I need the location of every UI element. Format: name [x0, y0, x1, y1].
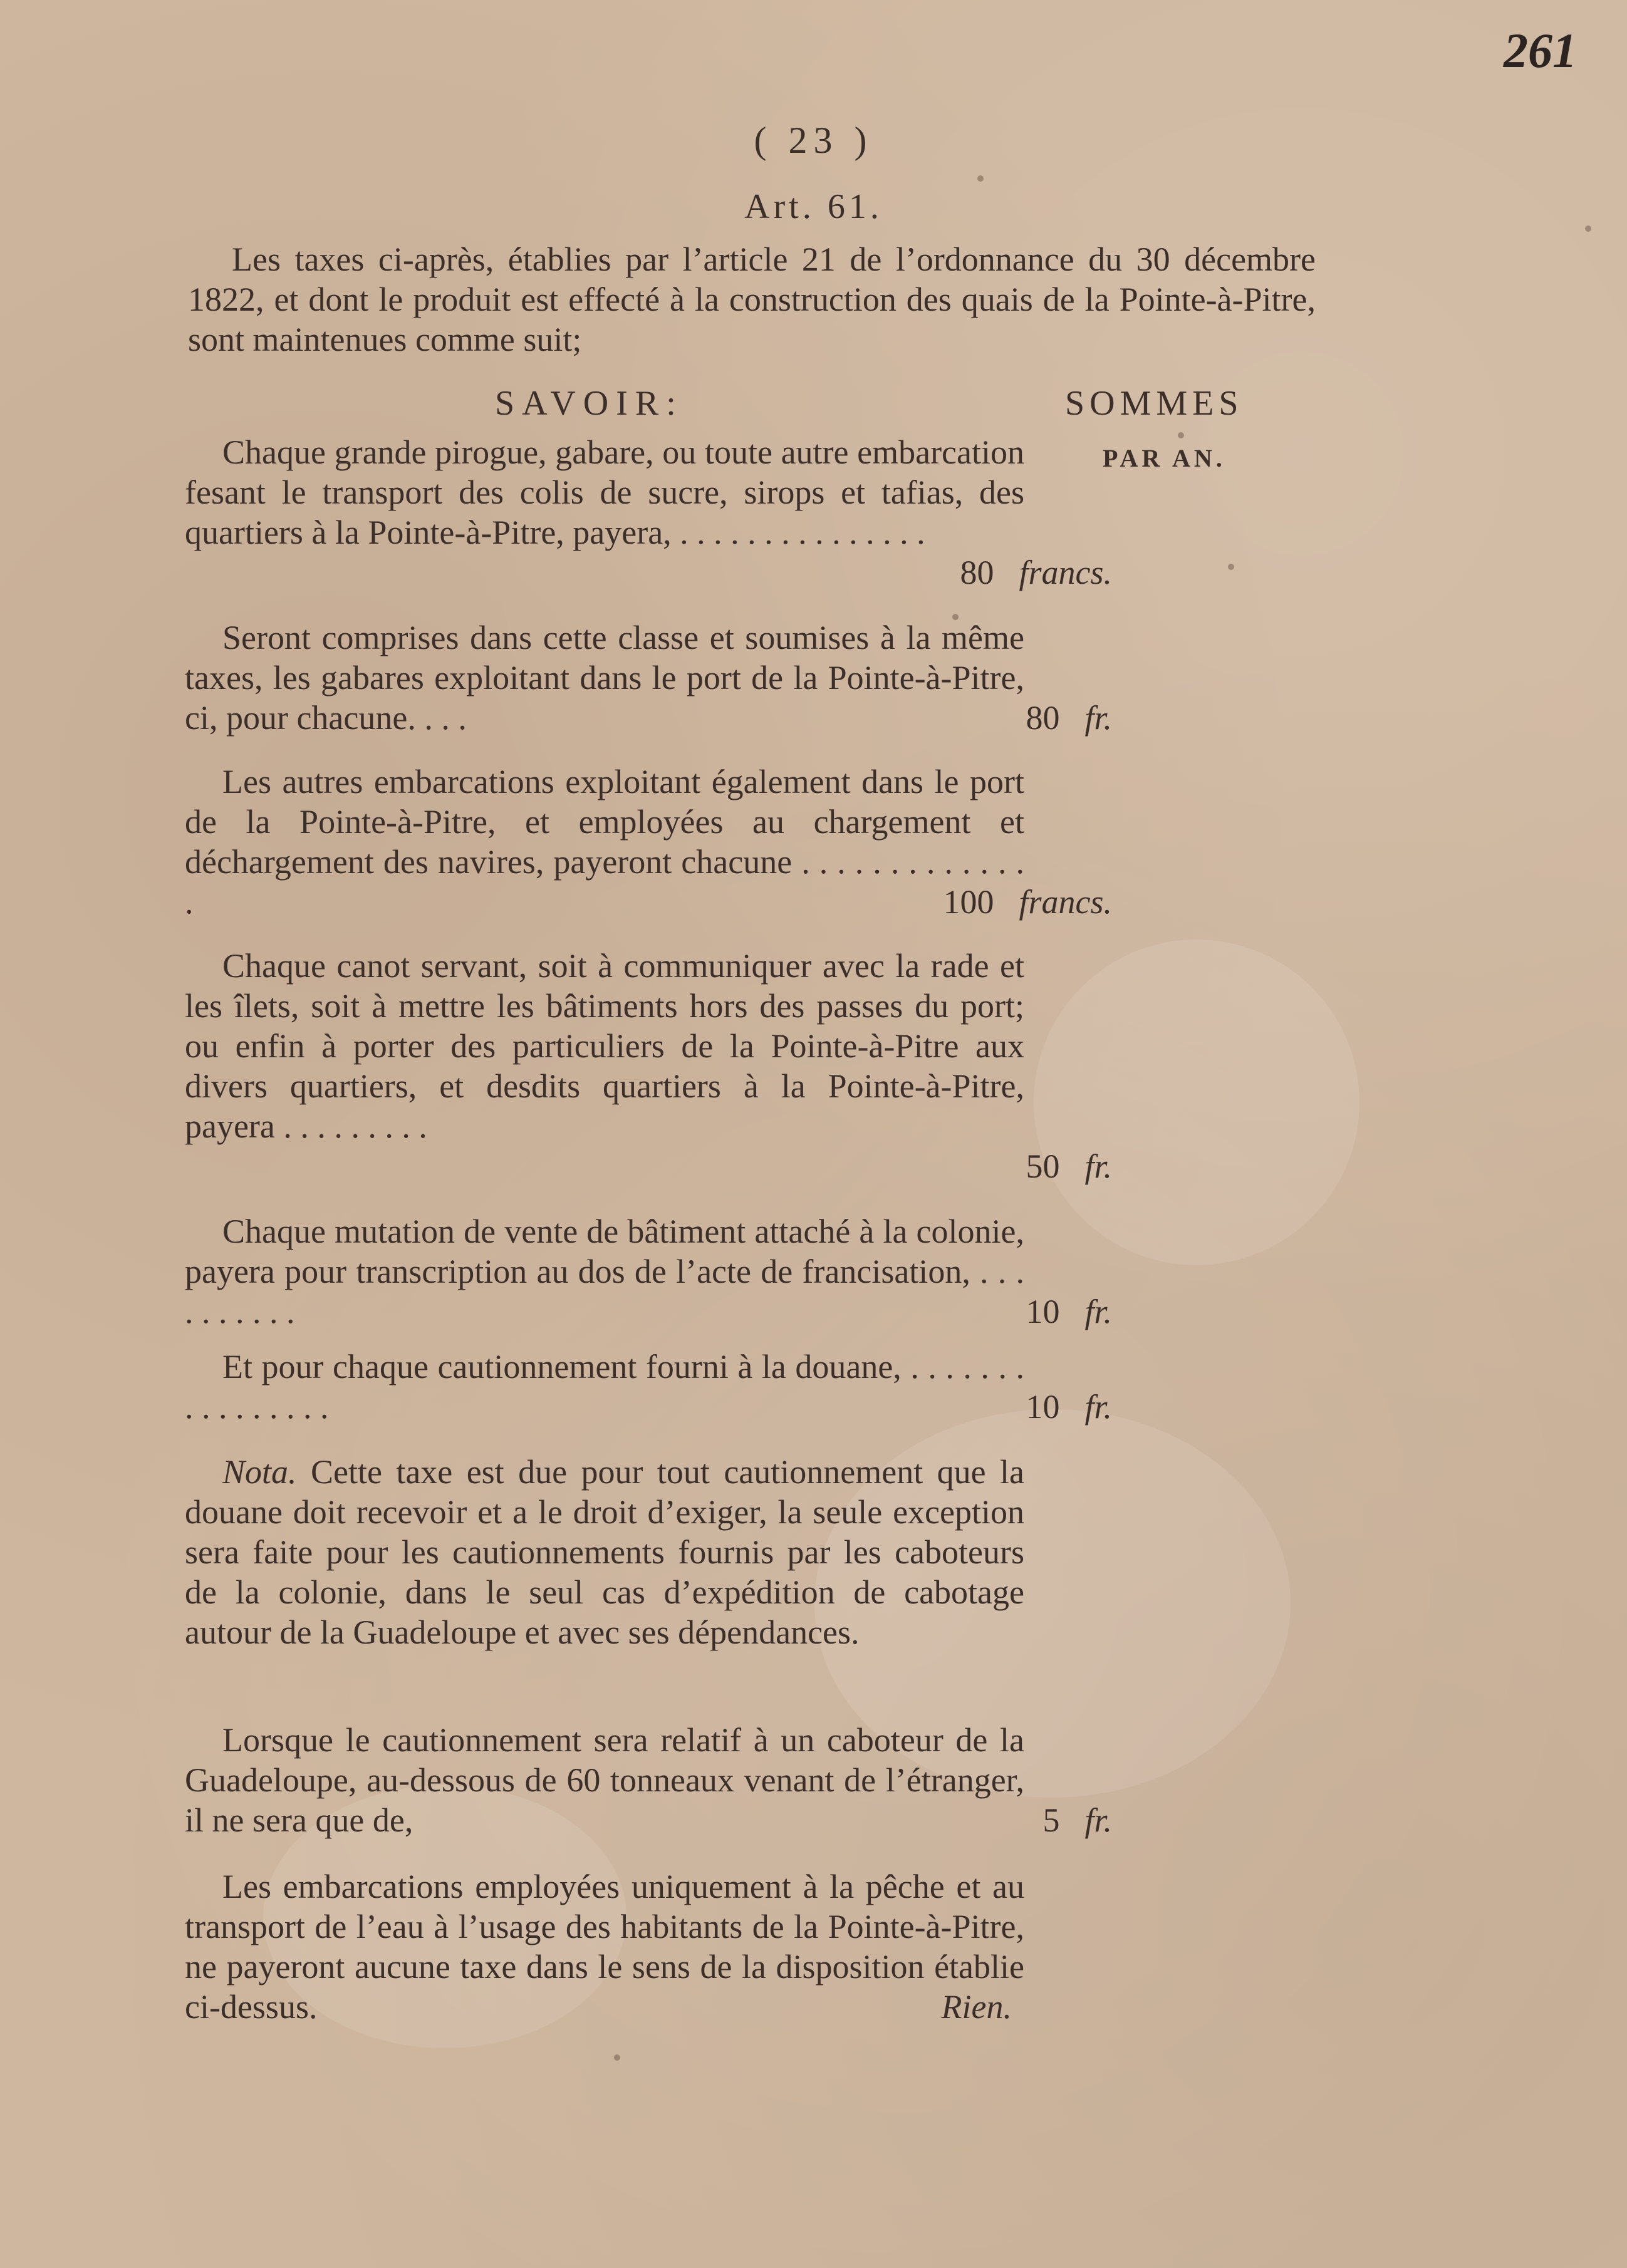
savoir-heading: SAVOIR: [495, 384, 684, 423]
tax-entry [185, 432, 1212, 591]
nota-label: Nota. [222, 1453, 297, 1491]
tax-entry-text: Chaque grande pirogue, gabare, ou toute autre embarcation fesant le transport des colis de sucre, sirops et tafias, des quartiers à la Pointe-à-Pitre, payera, . . . . . . . . . . . . . . . [185, 433, 1024, 551]
tax-entry [185, 1867, 1212, 2027]
intro-text: Les taxes ci-après, établies par l’article 21 de l’ordonnance du 30 décembre 1822, et dont le produit est effecté à la construction des quais de la Pointe-à-Pitre, sont maintenues comme suit; [188, 241, 1316, 358]
tax-amount-rien: Rien. [941, 1988, 1012, 2026]
folio-number: 261 [1504, 23, 1577, 78]
tax-amount: 10 fr. [1026, 1293, 1112, 1330]
tax-entry [185, 946, 1212, 1185]
tax-entry [185, 1347, 1212, 1427]
tax-entry-text: Chaque mutation de vente de bâtiment attaché à la colonie, payera pour transcription au dos de l’acte de francisation, . . . . . . . . . . [185, 1213, 1024, 1330]
nota-text: Nota. Cette taxe est due pour tout cautionnement que la douane doit recevoir et a le droit d’exiger, la seule exception sera faite pour les cautionnements fournis par les caboteurs de la colonie, dans le seul cas d’expédition de cabotage autour de la Guadeloupe et avec ses dépendances. [185, 1453, 1024, 1651]
tax-amount: 5 fr. [1042, 1801, 1112, 1839]
tax-entry-text: Lorsque le cautionnement sera relatif à un caboteur de la Guadeloupe, au-dessous de 60 tonneaux venant de l’étranger, il ne sera que de, [185, 1721, 1024, 1839]
tax-entry [185, 1211, 1212, 1332]
tax-entry-text: Et pour chaque cautionnement fourni à la douane, . . . . . . . . . . . . . . . . [185, 1348, 1024, 1426]
sommes-heading: SOMMES [1065, 384, 1244, 423]
tax-amount: 10 fr. [1026, 1388, 1112, 1426]
nota-paragraph [185, 1452, 1212, 1652]
par-an-heading: PAR AN. [1103, 444, 1226, 472]
tax-amount: 80 francs. [960, 554, 1112, 591]
page-number: ( 23 ) [754, 120, 873, 161]
tax-entry [185, 618, 1212, 738]
tax-amount: 80 fr. [1026, 699, 1112, 737]
tax-entry [185, 1720, 1212, 1840]
tax-amount: 100 francs. [943, 883, 1112, 921]
tax-entry-text: Les autres embarcations exploitant également dans le port de la Pointe-à-Pitre, et employées au chargement et déchargement des navires, payeront chacune . . . . . . . . . . . . . . [185, 763, 1024, 921]
paper-speck [977, 175, 984, 182]
tax-entry-text: Seront comprises dans cette classe et soumises à la même taxes, les gabares exploitant dans le port de la Pointe-à-Pitre, ci, pour chacune. . . . [185, 619, 1024, 737]
paper-speck [1228, 564, 1234, 570]
tax-entry-text: Les embarcations employées uniquement à la pêche et au transport de l’eau à l’usage des habitants de la Pointe-à-Pitre, ne payeront aucune taxe dans le sens de la disposition établie ci-dessus. [185, 1868, 1024, 2026]
tax-amount: 50 fr. [1026, 1147, 1112, 1185]
intro-paragraph [188, 239, 1316, 360]
tax-entry-text: Chaque canot servant, soit à communiquer avec la rade et les îlets, soit à mettre les bâtiments hors des passes du port; ou enfin à porter des particuliers de la Pointe-à-Pitre aux divers quartiers, et desdits quartiers à la Pointe-à-Pitre, payera . . . . . . . . . [185, 947, 1024, 1145]
tax-entry [185, 762, 1212, 922]
paper-speck [614, 2054, 620, 2061]
article-heading: Art. 61. [744, 187, 883, 226]
